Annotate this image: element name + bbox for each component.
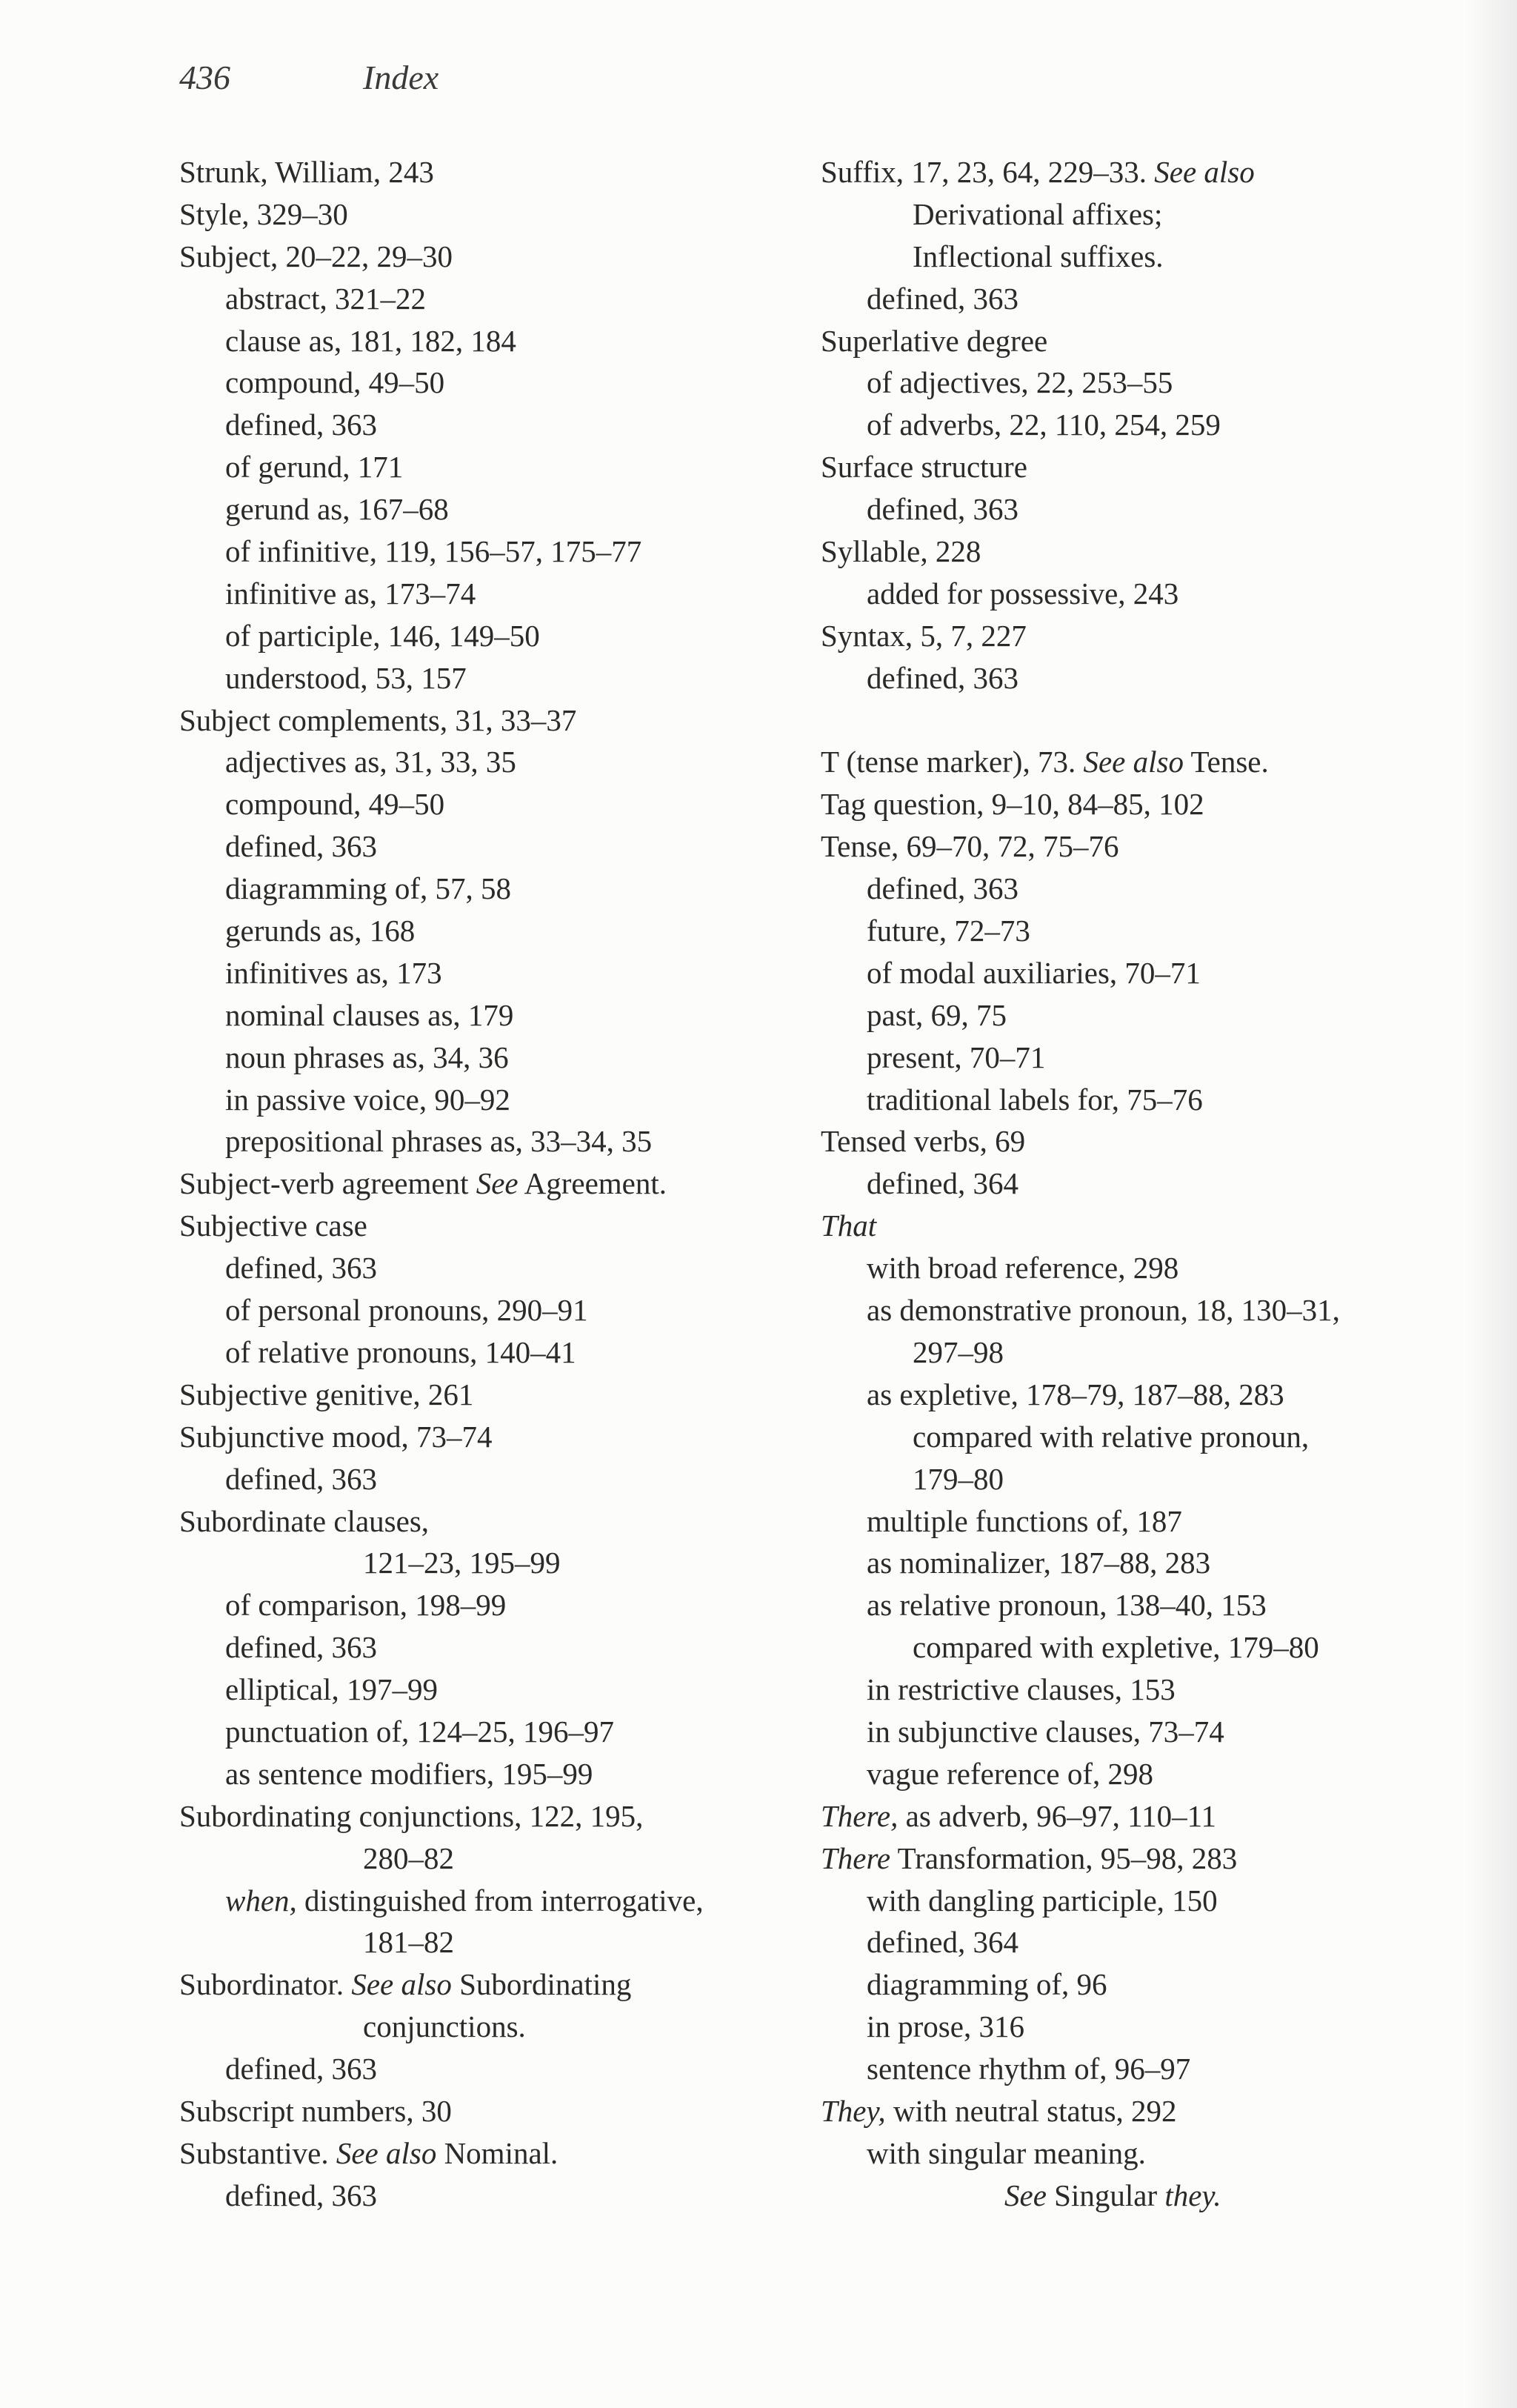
entry-text: Subject, 20–22, 29–30 xyxy=(179,239,453,273)
entry-text: compound, 49–50 xyxy=(225,365,445,400)
index-entry xyxy=(179,1500,787,1543)
index-entry xyxy=(179,193,787,236)
index-entry xyxy=(821,1837,1443,1880)
entry-text: vague reference of, 298 xyxy=(867,1756,1153,1791)
entry-text: Tag question, 9–10, 84–85, 102 xyxy=(821,787,1204,822)
italic-text: They, xyxy=(821,2093,886,2128)
entry-text: Subordinator. xyxy=(179,1967,352,2002)
index-subentry xyxy=(821,1331,1443,1374)
index-subentry xyxy=(821,1037,1443,1079)
index-entry xyxy=(821,1120,1443,1163)
entry-text: infinitive as, 173–74 xyxy=(225,576,476,611)
index-subentry xyxy=(821,1669,1443,1711)
entry-text: gerund as, 167–68 xyxy=(225,492,449,527)
index-subentry xyxy=(179,1037,787,1079)
entry-text: of gerund, 171 xyxy=(225,450,404,485)
entry-text: Singular xyxy=(1046,2178,1165,2212)
index-subentry xyxy=(821,2048,1443,2090)
entry-text: of comparison, 198–99 xyxy=(225,1588,507,1623)
index-subentry xyxy=(179,825,787,868)
entry-text: diagramming of, 96 xyxy=(867,1967,1107,2002)
index-entry xyxy=(821,741,1443,783)
index-subentry xyxy=(821,952,1443,994)
index-subentry xyxy=(821,193,1443,236)
entry-text: Tense, 69–70, 72, 75–76 xyxy=(821,829,1119,864)
index-subentry xyxy=(821,1289,1443,1331)
index-subentry xyxy=(821,1584,1443,1626)
entry-text: punctuation of, 124–25, 196–97 xyxy=(225,1714,614,1749)
entry-text: Derivational affixes; xyxy=(913,196,1163,231)
index-subentry xyxy=(821,1458,1443,1500)
entry-text: 181–82 xyxy=(363,1925,454,1960)
entry-text: Substantive. xyxy=(179,2135,336,2170)
index-subentry xyxy=(179,1079,787,1121)
index-column-right xyxy=(821,151,1443,2217)
italic-text: There, xyxy=(821,1798,898,1833)
entry-text: as demonstrative pronoun, 18, 130–31, xyxy=(867,1293,1340,1328)
index-subentry xyxy=(821,488,1443,531)
italic-text: when, xyxy=(225,1883,297,1918)
entry-text: distinguished from interrogative, xyxy=(296,1883,704,1918)
entry-text: as adverb, 96–97, 110–11 xyxy=(898,1798,1217,1833)
index-subentry xyxy=(821,278,1443,320)
index-entry xyxy=(821,320,1443,362)
entry-text: Superlative degree xyxy=(821,323,1048,358)
entry-text: Subjunctive mood, 73–74 xyxy=(179,1419,493,1454)
index-subentry xyxy=(821,1500,1443,1543)
entry-text: diagramming of, 57, 58 xyxy=(225,871,512,906)
index-subentry xyxy=(821,1416,1443,1458)
entry-text: 179–80 xyxy=(913,1461,1004,1496)
entry-text: 297–98 xyxy=(913,1334,1004,1369)
entry-text: prepositional phrases as, 33–34, 35 xyxy=(225,1124,653,1159)
entry-text: defined, 363 xyxy=(867,492,1018,527)
index-subentry xyxy=(179,868,787,910)
entry-text: Style, 329–30 xyxy=(179,196,348,231)
index-entry xyxy=(179,1163,787,1205)
entry-text: future, 72–73 xyxy=(867,914,1030,948)
entry-text: defined, 363 xyxy=(867,660,1018,695)
index-subentry xyxy=(179,952,787,994)
entry-text: Subject complements, 31, 33–37 xyxy=(179,702,577,737)
index-subentry xyxy=(821,404,1443,446)
entry-text: as expletive, 178–79, 187–88, 283 xyxy=(867,1377,1284,1411)
entry-text: Subordinating xyxy=(451,1967,632,2002)
index-entry xyxy=(179,151,787,193)
entry-text: defined, 363 xyxy=(225,408,377,442)
italic-text: See xyxy=(1004,2178,1047,2212)
index-entry xyxy=(821,615,1443,657)
index-subentry xyxy=(821,2006,1443,2048)
italic-text: they. xyxy=(1164,2178,1221,2212)
page-number: 436 xyxy=(179,59,230,96)
index-subentry xyxy=(821,2175,1443,2217)
entry-text: nominal clauses as, 179 xyxy=(225,997,514,1032)
section-title: Index xyxy=(363,59,439,96)
index-entry xyxy=(179,1795,787,1837)
index-subentry xyxy=(179,1880,787,1922)
index-entry xyxy=(179,236,787,278)
entry-text: with singular meaning. xyxy=(867,2135,1146,2170)
index-entry xyxy=(821,446,1443,488)
entry-spacer xyxy=(821,699,1443,742)
entry-text: Tensed verbs, 69 xyxy=(821,1124,1026,1159)
entry-text: of adjectives, 22, 253–55 xyxy=(867,365,1173,400)
index-subentry xyxy=(179,1247,787,1289)
entry-text: defined, 363 xyxy=(225,1461,377,1496)
entry-text: past, 69, 75 xyxy=(867,997,1007,1032)
entry-text: Agreement. xyxy=(518,1166,667,1201)
entry-text: 121–23, 195–99 xyxy=(363,1546,561,1580)
entry-text: with dangling participle, 150 xyxy=(867,1883,1218,1918)
entry-text: elliptical, 197–99 xyxy=(225,1672,438,1707)
italic-text: See xyxy=(476,1166,519,1201)
entry-text: infinitives as, 173 xyxy=(225,955,442,990)
index-subentry xyxy=(179,910,787,952)
index-column-left xyxy=(179,151,787,2217)
italic-text: See also xyxy=(1154,155,1255,189)
index-subentry xyxy=(179,1626,787,1669)
index-subentry xyxy=(821,362,1443,404)
index-subentry xyxy=(179,1120,787,1163)
index-subentry xyxy=(179,531,787,573)
entry-text: Subordinate clauses, xyxy=(179,1503,430,1538)
entry-text: Tense. xyxy=(1183,745,1269,779)
entry-text: gerunds as, 168 xyxy=(225,914,416,948)
entry-text: with broad reference, 298 xyxy=(867,1251,1179,1286)
entry-text: Suffix, 17, 23, 64, 229–33. xyxy=(821,155,1155,189)
entry-text: of personal pronouns, 290–91 xyxy=(225,1293,588,1328)
entry-text: Strunk, William, 243 xyxy=(179,155,434,189)
index-subentry xyxy=(821,573,1443,615)
running-head xyxy=(179,58,439,97)
entry-text: T (tense marker), 73. xyxy=(821,745,1084,779)
index-subentry xyxy=(179,1837,787,1880)
index-subentry xyxy=(179,2175,787,2217)
index-subentry xyxy=(179,573,787,615)
italic-text: See also xyxy=(1083,745,1184,779)
index-entry xyxy=(821,783,1443,825)
entry-text: defined, 364 xyxy=(867,1166,1018,1201)
index-subentry xyxy=(179,615,787,657)
entry-text: compound, 49–50 xyxy=(225,787,445,822)
index-subentry xyxy=(179,994,787,1037)
entry-text: Subjective genitive, 261 xyxy=(179,1377,474,1411)
index-entry xyxy=(821,531,1443,573)
index-subentry xyxy=(179,1753,787,1795)
entry-text: Subordinating conjunctions, 122, 195, xyxy=(179,1798,644,1833)
entry-text: of modal auxiliaries, 70–71 xyxy=(867,955,1201,990)
index-subentry xyxy=(821,1247,1443,1289)
entry-text: as sentence modifiers, 195–99 xyxy=(225,1756,593,1791)
entry-text: Transformation, 95–98, 283 xyxy=(890,1840,1238,1875)
italic-text: There xyxy=(821,1840,891,1875)
index-entry xyxy=(821,2090,1443,2132)
index-subentry xyxy=(179,1669,787,1711)
entry-text: Subject-verb agreement xyxy=(179,1166,476,1201)
entry-text: adjectives as, 31, 33, 35 xyxy=(225,745,516,779)
entry-text: added for possessive, 243 xyxy=(867,576,1179,611)
index-subentry xyxy=(821,1753,1443,1795)
index-subentry xyxy=(179,1711,787,1753)
index-subentry xyxy=(179,1289,787,1331)
entry-text: defined, 363 xyxy=(225,1251,377,1286)
entry-text: defined, 363 xyxy=(867,281,1018,316)
entry-text: understood, 53, 157 xyxy=(225,660,467,695)
entry-text: in restrictive clauses, 153 xyxy=(867,1672,1176,1707)
italic-text: See also xyxy=(336,2135,437,2170)
entry-text: defined, 363 xyxy=(225,2052,377,2086)
entry-text: noun phrases as, 34, 36 xyxy=(225,1040,509,1074)
entry-text: as nominalizer, 187–88, 283 xyxy=(867,1546,1211,1580)
entry-text: in subjunctive clauses, 73–74 xyxy=(867,1714,1224,1749)
index-subentry xyxy=(179,1921,787,1963)
entry-text: Surface structure xyxy=(821,450,1027,485)
entry-text: defined, 363 xyxy=(225,829,377,864)
index-subentry xyxy=(821,1542,1443,1584)
index-entry xyxy=(821,1795,1443,1837)
entry-text: of relative pronouns, 140–41 xyxy=(225,1334,576,1369)
index-entry xyxy=(179,1963,787,2006)
entry-text: Subscript numbers, 30 xyxy=(179,2093,452,2128)
entry-text: present, 70–71 xyxy=(867,1040,1046,1074)
entry-text: multiple functions of, 187 xyxy=(867,1503,1182,1538)
index-entry xyxy=(179,2090,787,2132)
index-subentry xyxy=(821,657,1443,699)
entry-text: conjunctions. xyxy=(363,2009,526,2044)
entry-text: as relative pronoun, 138–40, 153 xyxy=(867,1588,1267,1623)
index-subentry xyxy=(179,446,787,488)
entry-text: traditional labels for, 75–76 xyxy=(867,1082,1203,1117)
italic-text: That xyxy=(821,1208,877,1243)
index-subentry xyxy=(179,657,787,699)
index-subentry xyxy=(179,1542,787,1584)
entry-text: Subjective case xyxy=(179,1208,367,1243)
index-entry xyxy=(179,699,787,742)
index-subentry xyxy=(821,1921,1443,1963)
index-subentry xyxy=(821,1626,1443,1669)
index-subentry xyxy=(179,1331,787,1374)
index-subentry xyxy=(179,2048,787,2090)
entry-text: defined, 363 xyxy=(225,1630,377,1665)
index-subentry xyxy=(821,1163,1443,1205)
index-entry xyxy=(821,825,1443,868)
index-subentry xyxy=(821,1963,1443,2006)
entry-text: of participle, 146, 149–50 xyxy=(225,618,540,653)
entry-text: in prose, 316 xyxy=(867,2009,1024,2044)
entry-text: defined, 363 xyxy=(225,2178,377,2212)
index-subentry xyxy=(179,783,787,825)
index-subentry xyxy=(821,1374,1443,1416)
index-subentry xyxy=(179,1584,787,1626)
entry-text: with neutral status, 292 xyxy=(885,2093,1177,2128)
index-subentry xyxy=(821,1079,1443,1121)
entry-text: of adverbs, 22, 110, 254, 259 xyxy=(867,408,1221,442)
index-entry xyxy=(821,151,1443,193)
index-subentry xyxy=(821,1711,1443,1753)
entry-text: of infinitive, 119, 156–57, 175–77 xyxy=(225,534,642,569)
entry-text: Syllable, 228 xyxy=(821,534,981,569)
index-subentry xyxy=(821,236,1443,278)
entry-text: sentence rhythm of, 96–97 xyxy=(867,2052,1191,2086)
entry-text: compared with relative pronoun, xyxy=(913,1419,1310,1454)
entry-text: Nominal. xyxy=(436,2135,559,2170)
index-entry xyxy=(821,1205,1443,1247)
index-entry xyxy=(179,1205,787,1247)
index-entry xyxy=(179,2132,787,2175)
index-subentry xyxy=(179,488,787,531)
index-subentry xyxy=(821,868,1443,910)
index-entry xyxy=(179,1416,787,1458)
entry-text: in passive voice, 90–92 xyxy=(225,1082,510,1117)
entry-text: defined, 363 xyxy=(867,871,1018,906)
index-subentry xyxy=(179,2006,787,2048)
index-subentry xyxy=(179,404,787,446)
entry-text: 280–82 xyxy=(363,1840,454,1875)
entry-text: defined, 364 xyxy=(867,1925,1018,1960)
entry-text: compared with expletive, 179–80 xyxy=(913,1630,1319,1665)
entry-text: abstract, 321–22 xyxy=(225,281,426,316)
entry-text: Syntax, 5, 7, 227 xyxy=(821,618,1027,653)
index-subentry xyxy=(821,994,1443,1037)
index-subentry xyxy=(179,362,787,404)
index-subentry xyxy=(821,1880,1443,1922)
entry-text: clause as, 181, 182, 184 xyxy=(225,323,516,358)
entry-text: Inflectional suffixes. xyxy=(913,239,1164,273)
italic-text: See also xyxy=(351,1967,452,2002)
index-subentry xyxy=(821,910,1443,952)
index-entry xyxy=(179,1374,787,1416)
index-subentry xyxy=(179,741,787,783)
index-subentry xyxy=(821,2132,1443,2175)
index-subentry xyxy=(179,1458,787,1500)
index-subentry xyxy=(179,278,787,320)
index-subentry xyxy=(179,320,787,362)
